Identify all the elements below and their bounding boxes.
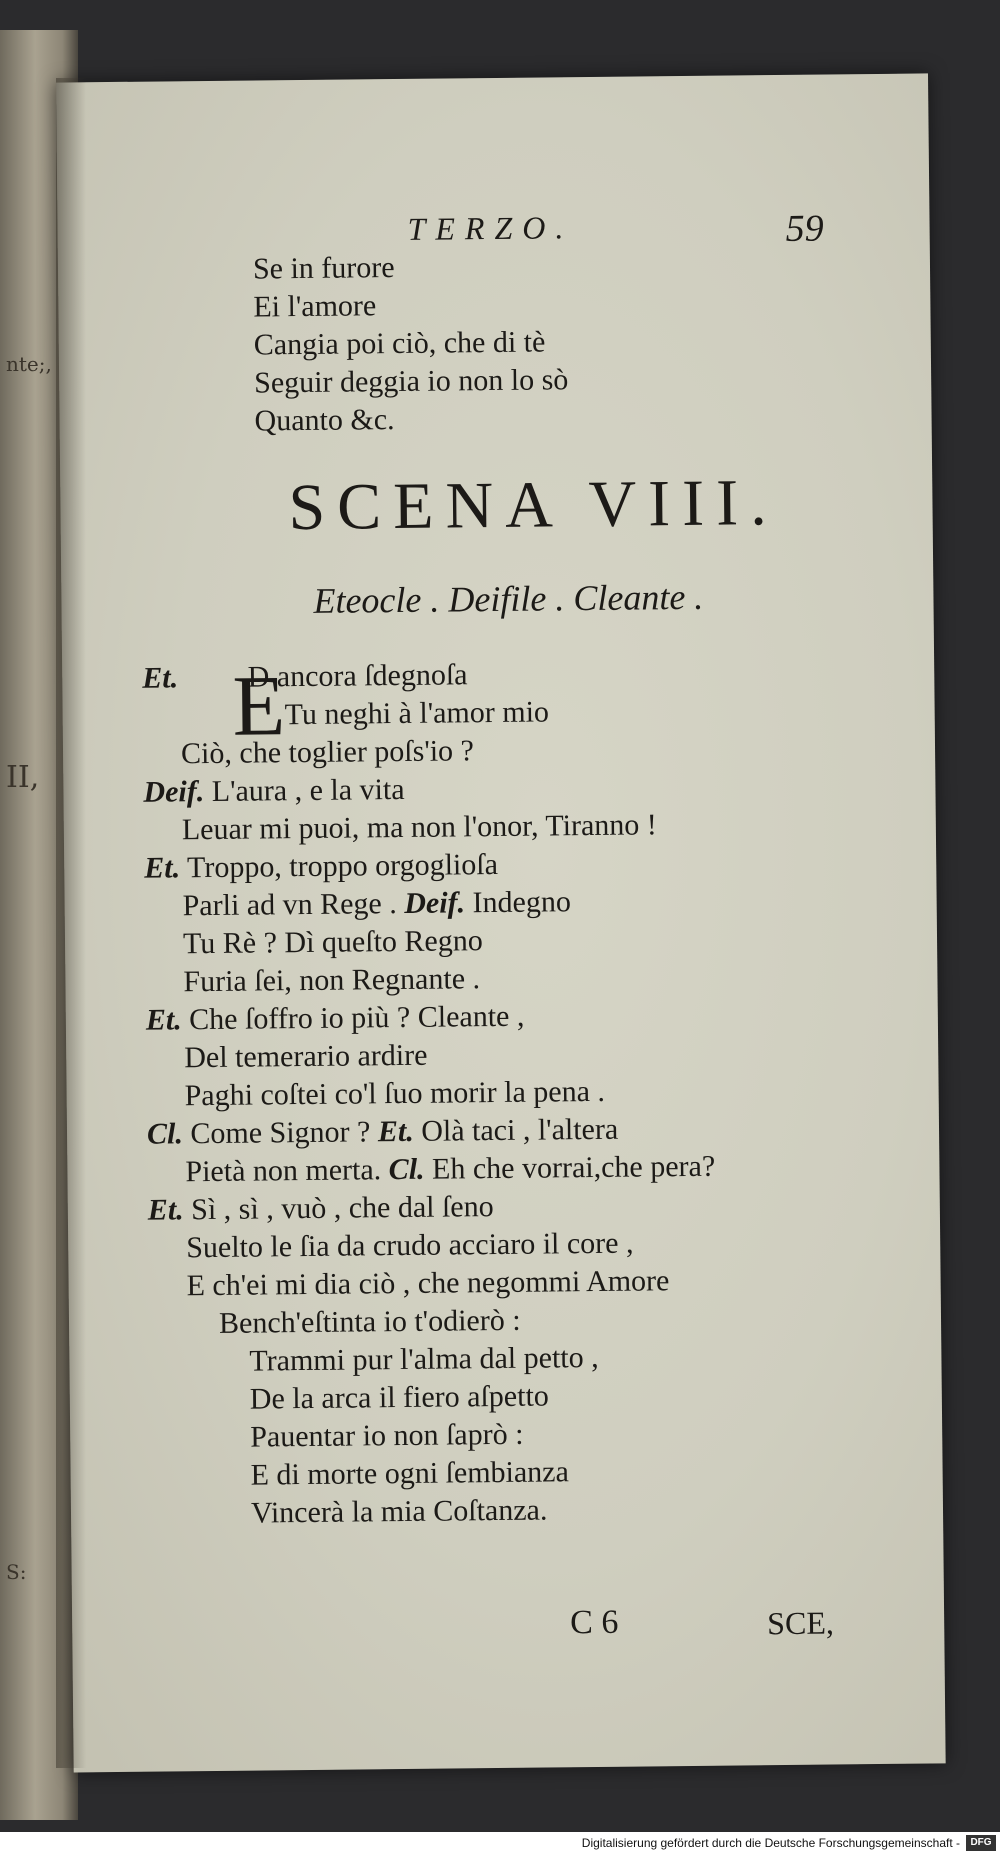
left-page-fragment: S:: [6, 1560, 27, 1584]
dialogue-line: [185, 1150, 715, 1190]
dialogue-line: Tu neghi à l'amor mio: [284, 695, 550, 732]
verse-line: Ei l'amore: [253, 289, 377, 324]
left-page-fragment: II,: [6, 760, 40, 795]
dialogue-line: E ch'ei mi dia ciò , che negommi Amore: [186, 1264, 670, 1303]
speaker-label: Et.: [144, 851, 181, 885]
running-head: TERZO.: [407, 209, 574, 247]
dialogue-line: Ciò, che toglier poſs'io ?: [180, 734, 475, 771]
dialogue-line: Tu Rè ? Dì queſto Regno: [182, 924, 483, 961]
dialogue-text: Pietà non merta.: [185, 1153, 389, 1189]
catchword: SCE,: [767, 1604, 835, 1642]
speaker-label: Et.: [377, 1114, 414, 1149]
speaker-label: Et.: [147, 1193, 184, 1227]
dialogue-line: [148, 1190, 494, 1228]
dialogue-text: Eh che vorrai,che pera?: [431, 1149, 716, 1186]
dialogue-text: Troppo, troppo orgoglioſa: [186, 847, 499, 885]
verse-line: Seguir deggia io non lo sò: [254, 363, 569, 400]
dialogue-text: Sì , sì , vuò , che dal ſeno: [191, 1190, 494, 1227]
dialogue-line: Trammi pur l'alma dal petto ,: [249, 1340, 599, 1378]
dialogue-line: [144, 848, 498, 886]
dfg-logo: DFG: [966, 1835, 996, 1851]
signature-mark: C 6: [569, 1603, 619, 1642]
dialogue-line: Leuar mi puoi, ma non l'onor, Tiranno !: [181, 808, 658, 847]
dialogue-text: D ancora ſdegnoſa: [247, 658, 468, 694]
dialogue-text: Parli ad vn Rege .: [182, 886, 405, 923]
digitization-credit: Digitalisierung gefördert durch die Deutsche Forschungsgemeinschaft -: [581, 1836, 960, 1850]
dialogue-line: Vincerà la mia Coſtanza.: [250, 1493, 548, 1530]
dialogue-text: Indegno: [472, 885, 572, 920]
speaker-label: Cl.: [146, 1117, 184, 1151]
speaker-label: Cl.: [388, 1152, 425, 1187]
speaker-label: Deif.: [404, 886, 466, 920]
character-list: Eteocle . Deifile . Cleante .: [313, 576, 704, 621]
dialogue-line: [147, 1113, 619, 1152]
page-number: 59: [785, 207, 824, 250]
drop-capital: E: [232, 657, 286, 754]
page-gutter-shadow: [56, 78, 86, 1768]
dialogue-line: [182, 885, 571, 923]
dialogue-line: Bench'eſtinta io t'odierò :: [218, 1303, 521, 1340]
speaker-label: Et.: [142, 661, 179, 695]
speaker-label: Et.: [145, 1003, 182, 1037]
dialogue-text: Come Signor ?: [190, 1115, 379, 1151]
dialogue-line: [143, 773, 404, 810]
dialogue-text: L'aura , e la vita: [211, 772, 405, 808]
dialogue-line: E di morte ogni ſembianza: [250, 1455, 570, 1492]
dialogue-line: [142, 658, 468, 695]
dialogue-line: [146, 1000, 525, 1038]
verse-line: Cangia poi ciò, che di tè: [253, 325, 546, 362]
verse-line: Se in furore: [252, 251, 395, 286]
verse-line: Quanto &c.: [254, 403, 395, 438]
dialogue-line: De la arca il fiero aſpetto: [249, 1379, 549, 1416]
dialogue-line: Suelto le ſia da crudo acciaro il core ,: [186, 1226, 634, 1265]
scene-title: SCENA VIII.: [288, 466, 779, 545]
left-page-fragment: nte;,: [6, 352, 52, 376]
book-page: [56, 73, 946, 1772]
dialogue-text: Che ſoffro io più ? Cleante ,: [189, 999, 525, 1037]
dialogue-line: Furia ſei, non Regnante .: [183, 962, 481, 999]
speaker-label: Deif.: [143, 775, 205, 809]
dialogue-line: Del temerario ardire: [184, 1038, 428, 1075]
dialogue-text: Olà taci , l'altera: [421, 1112, 619, 1148]
dialogue-line: Pauentar io non ſaprò :: [250, 1417, 524, 1454]
dialogue-line: Paghi coſtei co'l ſuo morir la pena .: [184, 1074, 606, 1113]
